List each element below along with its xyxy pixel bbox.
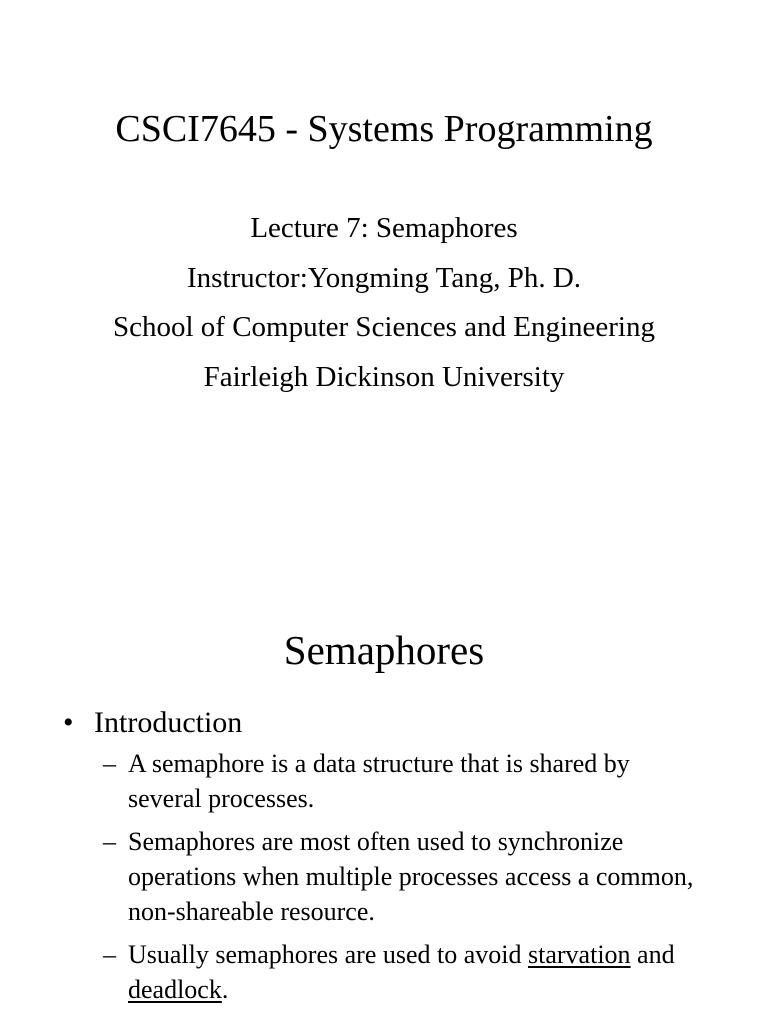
school-name: School of Computer Sciences and Engineering (112, 311, 655, 343)
sub-item-text-before: Usually semaphores are used to avoid (128, 940, 529, 969)
sub-item (0, 824, 708, 929)
dash-icon: – (103, 940, 116, 969)
content-slide (0, 512, 768, 1024)
sub-item (0, 937, 708, 1007)
bullet-dot-icon: • (63, 706, 74, 739)
lecture-title: Lecture 7: Semaphores (250, 212, 518, 244)
sub-item-text-middle: and (630, 940, 675, 969)
sub-item-text-after: . (221, 975, 229, 1004)
dash-icon: – (103, 749, 116, 778)
sub-item-text: A semaphore is a data structure that is shared by several processes. (128, 749, 630, 813)
university-name: Fairleigh Dickinson University (203, 360, 565, 393)
bullet-list (0, 704, 768, 1015)
bullet-text: Introduction (94, 706, 243, 739)
bullet-item (0, 704, 768, 742)
sub-list (0, 746, 768, 1007)
deck-title: CSCI7645 - Systems Programming (115, 108, 653, 150)
starvation-link[interactable]: starvation (528, 940, 631, 969)
deadlock-link[interactable]: deadlock (128, 975, 222, 1004)
subtitle-block (0, 204, 768, 402)
instructor-name: Instructor:Yongming Tang, Ph. D. (186, 261, 582, 294)
sub-item-text: Semaphores are most often used to synchronize operations when multiple processes access a common, non-shareable resource. (128, 827, 694, 926)
slide-title: Semaphores (283, 627, 485, 673)
dash-icon: – (103, 827, 116, 856)
sub-item (0, 746, 708, 816)
